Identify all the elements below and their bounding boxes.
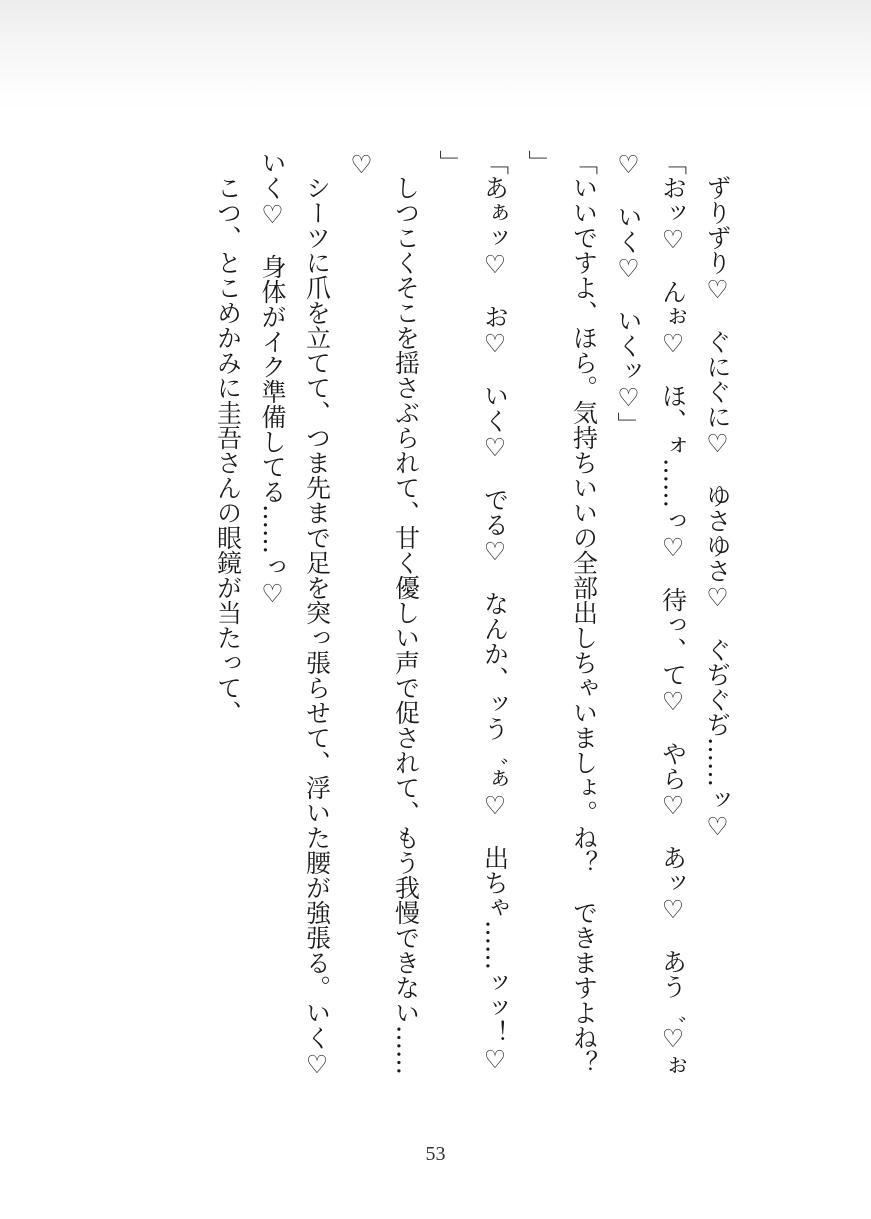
paragraph: シーツに爪を立てて、つま先まで足を突っ張らせて、浮いた腰が強張る。いく♡ いく♡ 身体がイク準備してる……っ♡	[258, 150, 332, 1104]
vertical-text-body	[99, 150, 739, 1104]
paragraph: 「あぁッ♡ お♡ いく♡ でる♡ なんか、ッう゛ぁ♡ 出ちゃ……ッッ！♡」	[436, 150, 510, 1074]
top-shadow	[0, 0, 871, 110]
paragraph: しつこくそこを揺さぶられて、甘く優しい声で促されて、もう我慢できない……♡	[347, 150, 421, 1075]
paragraph: ずりずり♡ ぐにぐに♡ ゆさゆさ♡ ぐぢぐぢ……ッ♡	[703, 150, 732, 841]
paragraph: こつ、とこめかみに圭吾さんの眼鏡が当たって、	[213, 150, 243, 725]
paragraph: 「おッ♡ んぉ♡ ほ、ォ……っ♡ 待っ、て♡ やら♡ あッ♡ あう゛♡ぉ♡ いく♡ いくッ♡」	[614, 150, 688, 1078]
page-number: 53	[425, 1143, 446, 1165]
paragraph: 「いいですよ、ほら。気持ちいいの全部出しちゃいましょ。ね？ できますよね？」	[525, 150, 599, 1075]
